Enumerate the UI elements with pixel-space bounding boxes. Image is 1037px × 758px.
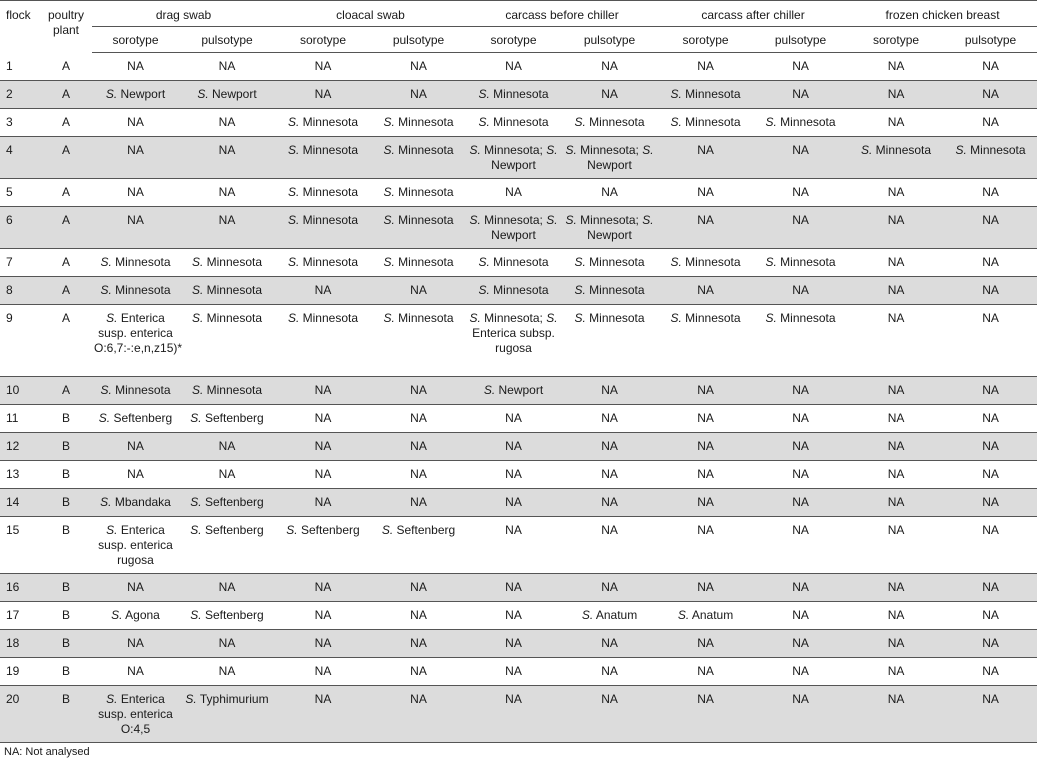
cell-result: NA bbox=[410, 580, 427, 594]
table-row bbox=[0, 277, 1037, 305]
cell-flock: 14 bbox=[6, 495, 20, 509]
footnote: NA: Not analysed bbox=[4, 746, 90, 758]
cell-result: NA bbox=[982, 439, 999, 453]
table-row bbox=[0, 433, 1037, 461]
cell-result: NA bbox=[314, 608, 332, 622]
cell-flock: 13 bbox=[6, 467, 20, 481]
cell-result: NA bbox=[792, 692, 809, 706]
cell-result: NA bbox=[505, 439, 522, 453]
cell-result: NA bbox=[410, 59, 427, 73]
cell-result: NA bbox=[982, 580, 999, 594]
cell-flock: 7 bbox=[6, 255, 13, 269]
cell-result: NA bbox=[697, 59, 714, 73]
cell-result: NA bbox=[410, 283, 427, 297]
cell-result: NA bbox=[792, 495, 809, 509]
cell-result: NA bbox=[601, 523, 618, 537]
cell-plant: A bbox=[61, 115, 70, 129]
cell-result: NA bbox=[314, 59, 332, 73]
cell-result: NA bbox=[792, 523, 809, 537]
cell-result: NA bbox=[697, 283, 714, 297]
cell-result: S. Minnesota bbox=[287, 311, 359, 325]
cell-result: S. Seftenberg bbox=[190, 523, 264, 537]
cell-result: NA bbox=[887, 580, 905, 594]
header-sub: pulsotype bbox=[371, 27, 466, 53]
cell-result: NA bbox=[982, 692, 999, 706]
cell-result: NA bbox=[697, 523, 714, 537]
cell-result: NA bbox=[697, 495, 714, 509]
cell-result: NA bbox=[982, 636, 999, 650]
cell-result: NA bbox=[982, 115, 999, 129]
cell-result: NA bbox=[505, 495, 522, 509]
table-row bbox=[0, 109, 1037, 137]
header-sub: pulsotype bbox=[944, 27, 1037, 53]
cell-result: S. Anatum bbox=[581, 608, 638, 622]
cell-result: NA bbox=[792, 580, 809, 594]
cell-result: S. Minnesota bbox=[100, 383, 171, 397]
table-row bbox=[0, 630, 1037, 658]
cell-result: NA bbox=[792, 283, 809, 297]
cell-result: S. Minnesota bbox=[765, 115, 836, 129]
table-row bbox=[0, 305, 1037, 377]
cell-result: S. Minnesota bbox=[287, 213, 359, 227]
cell-result: S. Minnesota bbox=[100, 255, 171, 269]
cell-result: NA bbox=[314, 692, 332, 706]
cell-result: NA bbox=[982, 608, 999, 622]
cell-result: NA bbox=[887, 467, 905, 481]
cell-result: NA bbox=[697, 636, 714, 650]
cell-result: NA bbox=[982, 283, 999, 297]
cell-result: NA bbox=[601, 495, 618, 509]
cell-result: NA bbox=[410, 467, 427, 481]
cell-result: NA bbox=[127, 59, 144, 73]
cell-plant: A bbox=[61, 143, 70, 157]
cell-result: NA bbox=[218, 636, 236, 650]
cell-result: NA bbox=[505, 59, 522, 73]
cell-result: S. Minnesota bbox=[287, 115, 359, 129]
cell-result: NA bbox=[982, 495, 999, 509]
header-sub: pulsotype bbox=[561, 27, 658, 53]
cell-result: S. Enterica susp. enterica O:4,5 bbox=[98, 692, 173, 736]
cell-plant: A bbox=[61, 311, 70, 325]
header-sub: sorotype bbox=[466, 27, 561, 53]
cell-result: S. Minnesota bbox=[478, 115, 549, 129]
cell-flock: 2 bbox=[6, 87, 13, 101]
cell-result: NA bbox=[887, 255, 905, 269]
cell-flock: 5 bbox=[6, 185, 13, 199]
header-group: frozen chicken breast bbox=[848, 1, 1037, 27]
header-group: carcass before chiller bbox=[466, 1, 658, 27]
cell-result: NA bbox=[697, 383, 714, 397]
cell-result: NA bbox=[792, 383, 809, 397]
cell-flock: 10 bbox=[6, 383, 20, 397]
cell-result: S. Enterica susp. enterica rugosa bbox=[98, 523, 173, 567]
cell-result: NA bbox=[697, 467, 714, 481]
cell-result: S. Minnesota bbox=[383, 213, 454, 227]
cell-result: S. Minnesota bbox=[191, 383, 263, 397]
cell-result: S. Minnesota; S. Newport bbox=[565, 143, 654, 172]
cell-plant: A bbox=[61, 185, 70, 199]
cell-result: NA bbox=[127, 143, 144, 157]
cell-result: NA bbox=[982, 87, 999, 101]
table-row bbox=[0, 377, 1037, 405]
cell-result: NA bbox=[218, 439, 236, 453]
table-header bbox=[0, 1, 1037, 53]
cell-plant: B bbox=[61, 608, 70, 622]
cell-result: NA bbox=[410, 692, 427, 706]
header-group: drag swab bbox=[92, 1, 275, 27]
cell-flock: 4 bbox=[6, 143, 13, 157]
cell-result: S. Minnesota bbox=[287, 185, 359, 199]
cell-result: NA bbox=[314, 580, 332, 594]
cell-result: NA bbox=[314, 495, 332, 509]
cell-result: NA bbox=[697, 213, 714, 227]
cell-result: NA bbox=[601, 692, 618, 706]
cell-result: NA bbox=[601, 636, 618, 650]
cell-result: NA bbox=[410, 664, 427, 678]
cell-plant: B bbox=[61, 523, 70, 537]
cell-result: NA bbox=[505, 692, 522, 706]
cell-result: S. Agona bbox=[111, 608, 160, 622]
header-group: cloacal swab bbox=[275, 1, 466, 27]
table-body bbox=[0, 53, 1037, 743]
cell-result: NA bbox=[792, 664, 809, 678]
cell-result: NA bbox=[887, 636, 905, 650]
table-row bbox=[0, 53, 1037, 81]
cell-result: NA bbox=[601, 383, 618, 397]
cell-result: NA bbox=[887, 213, 905, 227]
table-row bbox=[0, 405, 1037, 433]
header-sub: sorotype bbox=[275, 27, 371, 53]
cell-result: NA bbox=[697, 664, 714, 678]
cell-result: NA bbox=[314, 467, 332, 481]
header-plant: poultry plant bbox=[47, 8, 85, 37]
cell-result: S. Minnesota bbox=[383, 311, 454, 325]
cell-result: NA bbox=[792, 636, 809, 650]
cell-plant: B bbox=[61, 664, 70, 678]
cell-result: NA bbox=[887, 59, 905, 73]
cell-result: NA bbox=[982, 467, 999, 481]
cell-result: S. Minnesota bbox=[574, 115, 645, 129]
cell-result: S. Minnesota bbox=[670, 87, 741, 101]
cell-result: NA bbox=[410, 608, 427, 622]
cell-result: NA bbox=[127, 636, 144, 650]
cell-result: NA bbox=[127, 467, 144, 481]
cell-result: S. Minnesota bbox=[383, 185, 454, 199]
cell-result: NA bbox=[792, 467, 809, 481]
cell-result: NA bbox=[218, 143, 236, 157]
cell-result: NA bbox=[601, 467, 618, 481]
cell-result: NA bbox=[982, 59, 999, 73]
cell-result: NA bbox=[314, 636, 332, 650]
cell-result: S. Seftenberg bbox=[190, 608, 264, 622]
cell-result: S. Minnesota bbox=[670, 255, 741, 269]
cell-result: NA bbox=[792, 59, 809, 73]
cell-result: NA bbox=[792, 411, 809, 425]
cell-result: NA bbox=[601, 411, 618, 425]
cell-result: NA bbox=[887, 383, 905, 397]
table-row bbox=[0, 658, 1037, 686]
cell-result: NA bbox=[601, 439, 618, 453]
cell-result: NA bbox=[697, 411, 714, 425]
cell-result: NA bbox=[887, 608, 905, 622]
cell-plant: B bbox=[61, 495, 70, 509]
cell-result: S. Seftenberg bbox=[190, 495, 264, 509]
cell-result: NA bbox=[887, 495, 905, 509]
cell-flock: 15 bbox=[6, 523, 20, 537]
cell-result: NA bbox=[314, 439, 332, 453]
table-row bbox=[0, 574, 1037, 602]
cell-plant: A bbox=[61, 58, 70, 73]
cell-result: NA bbox=[792, 213, 809, 227]
cell-result: NA bbox=[410, 87, 427, 101]
cell-plant: B bbox=[61, 439, 70, 453]
cell-result: S. Mbandaka bbox=[100, 495, 171, 509]
cell-flock: 20 bbox=[6, 692, 20, 706]
cell-result: S. Minnesota bbox=[478, 283, 549, 297]
cell-result: S. Seftenberg bbox=[381, 523, 456, 537]
cell-result: NA bbox=[410, 636, 427, 650]
cell-flock: 1 bbox=[6, 58, 13, 73]
cell-result: NA bbox=[887, 439, 905, 453]
cell-result: S. Minnesota bbox=[574, 311, 645, 325]
cell-result: NA bbox=[887, 115, 905, 129]
cell-result: NA bbox=[314, 383, 332, 397]
header-sub: pulsotype bbox=[179, 27, 275, 53]
cell-result: S. Minnesota bbox=[383, 115, 454, 129]
table-row bbox=[0, 461, 1037, 489]
cell-result: NA bbox=[887, 664, 905, 678]
cell-result: NA bbox=[218, 115, 236, 129]
cell-flock: 16 bbox=[6, 580, 20, 594]
cell-result: S. Minnesota bbox=[191, 283, 263, 297]
cell-flock: 19 bbox=[6, 664, 20, 678]
cell-result: S. Minnesota bbox=[100, 283, 171, 297]
header-sub: sorotype bbox=[848, 27, 944, 53]
cell-result: NA bbox=[887, 311, 905, 325]
cell-plant: B bbox=[61, 411, 70, 425]
cell-result: NA bbox=[127, 580, 144, 594]
table-row bbox=[0, 207, 1037, 249]
cell-result: S. Seftenberg bbox=[190, 411, 264, 425]
cell-result: S. Minnesota bbox=[574, 255, 645, 269]
cell-result: NA bbox=[314, 283, 332, 297]
cell-result: NA bbox=[887, 283, 905, 297]
cell-result: NA bbox=[410, 411, 427, 425]
table-row bbox=[0, 517, 1037, 574]
cell-result: S. Minnesota; S. Newport bbox=[565, 213, 654, 242]
cell-result: S. Minnesota bbox=[287, 255, 359, 269]
cell-flock: 6 bbox=[6, 213, 13, 227]
cell-result: NA bbox=[505, 608, 522, 622]
cell-result: NA bbox=[410, 439, 427, 453]
cell-result: NA bbox=[697, 580, 714, 594]
cell-plant: A bbox=[61, 213, 70, 227]
cell-result: NA bbox=[982, 383, 999, 397]
cell-result: NA bbox=[410, 383, 427, 397]
cell-result: S. Minnesota bbox=[670, 311, 741, 325]
cell-result: NA bbox=[218, 185, 236, 199]
cell-result: NA bbox=[982, 213, 999, 227]
cell-result: NA bbox=[982, 311, 999, 325]
header-sub: sorotype bbox=[658, 27, 753, 53]
cell-result: NA bbox=[887, 185, 905, 199]
cell-plant: A bbox=[61, 383, 70, 397]
cell-result: S. Anatum bbox=[677, 608, 734, 622]
cell-result: NA bbox=[127, 185, 144, 199]
cell-result: NA bbox=[218, 580, 236, 594]
table-row bbox=[0, 249, 1037, 277]
cell-result: NA bbox=[601, 664, 618, 678]
cell-plant: B bbox=[61, 467, 70, 481]
cell-result: S. Newport bbox=[483, 383, 544, 397]
header-sub: sorotype bbox=[92, 27, 179, 53]
cell-result: NA bbox=[218, 664, 236, 678]
cell-result: NA bbox=[792, 143, 809, 157]
cell-result: NA bbox=[218, 213, 236, 227]
cell-result: NA bbox=[982, 523, 999, 537]
cell-result: S. Minnesota bbox=[191, 311, 263, 325]
cell-flock: 11 bbox=[6, 411, 19, 425]
cell-result: NA bbox=[218, 467, 236, 481]
cell-flock: 8 bbox=[6, 283, 13, 297]
cell-plant: A bbox=[61, 283, 70, 297]
cell-result: S. Newport bbox=[197, 87, 257, 101]
cell-plant: A bbox=[61, 255, 70, 269]
cell-result: NA bbox=[887, 87, 905, 101]
cell-result: NA bbox=[982, 185, 999, 199]
cell-result: S. Minnesota bbox=[670, 115, 741, 129]
cell-result: NA bbox=[792, 608, 809, 622]
cell-result: S. Minnesota bbox=[287, 143, 359, 157]
cell-result: S. Minnesota bbox=[765, 255, 836, 269]
cell-result: NA bbox=[887, 692, 905, 706]
cell-result: NA bbox=[697, 185, 714, 199]
header-group: carcass after chiller bbox=[658, 1, 848, 27]
cell-result: S. Minnesota; S. Newport bbox=[469, 213, 558, 242]
cell-result: S. Minnesota bbox=[383, 255, 454, 269]
cell-result: S. Minnesota bbox=[765, 311, 836, 325]
cell-flock: 18 bbox=[6, 636, 20, 650]
cell-result: NA bbox=[887, 411, 905, 425]
cell-result: NA bbox=[410, 495, 427, 509]
cell-result: NA bbox=[601, 185, 618, 199]
cell-result: S. Seftenberg bbox=[98, 411, 173, 425]
cell-result: S. Seftenberg bbox=[286, 523, 360, 537]
table-row bbox=[0, 602, 1037, 630]
table-row bbox=[0, 489, 1037, 517]
cell-result: S. Minnesota bbox=[478, 255, 549, 269]
cell-flock: 17 bbox=[6, 608, 20, 622]
table-row bbox=[0, 137, 1037, 179]
cell-result: NA bbox=[505, 467, 522, 481]
cell-result: NA bbox=[601, 87, 618, 101]
cell-result: S. Minnesota bbox=[478, 87, 549, 101]
cell-flock: 9 bbox=[6, 311, 13, 325]
cell-result: NA bbox=[792, 185, 809, 199]
cell-result: NA bbox=[127, 439, 144, 453]
cell-result: NA bbox=[314, 87, 332, 101]
cell-result: S. Minnesota bbox=[861, 143, 932, 157]
table-row bbox=[0, 81, 1037, 109]
cell-result: NA bbox=[697, 692, 714, 706]
cell-result: NA bbox=[127, 115, 144, 129]
cell-result: NA bbox=[505, 664, 522, 678]
cell-result: S. Minnesota; S. Newport bbox=[469, 143, 558, 172]
cell-result: NA bbox=[982, 411, 999, 425]
cell-result: NA bbox=[218, 59, 236, 73]
cell-result: S. Typhimurium bbox=[185, 692, 269, 706]
cell-result: S. Minnesota bbox=[191, 255, 263, 269]
cell-result: NA bbox=[601, 59, 618, 73]
cell-result: NA bbox=[505, 636, 522, 650]
cell-result: NA bbox=[982, 664, 999, 678]
cell-result: NA bbox=[697, 143, 714, 157]
cell-plant: B bbox=[61, 692, 70, 706]
cell-result: NA bbox=[505, 580, 522, 594]
cell-flock: 3 bbox=[6, 115, 13, 129]
cell-result: NA bbox=[314, 664, 332, 678]
cell-result: NA bbox=[982, 255, 999, 269]
cell-result: NA bbox=[887, 523, 905, 537]
cell-result: NA bbox=[127, 213, 144, 227]
cell-result: NA bbox=[505, 185, 522, 199]
cell-result: NA bbox=[792, 439, 809, 453]
cell-plant: A bbox=[61, 87, 70, 101]
cell-flock: 12 bbox=[6, 439, 20, 453]
cell-result: NA bbox=[697, 439, 714, 453]
cell-plant: B bbox=[61, 636, 70, 650]
table-row bbox=[0, 179, 1037, 207]
header-sub: pulsotype bbox=[753, 27, 848, 53]
cell-result: NA bbox=[127, 664, 144, 678]
cell-result: NA bbox=[792, 87, 809, 101]
cell-result: NA bbox=[314, 411, 332, 425]
cell-result: S. Minnesota bbox=[383, 143, 454, 157]
cell-result: S. Newport bbox=[105, 87, 166, 101]
header-flock: flock bbox=[6, 8, 31, 22]
cell-result: S. Enterica susp. enterica O:6,7:-:e,n,z15)* bbox=[94, 311, 183, 355]
cell-plant: B bbox=[61, 580, 70, 594]
cell-result: NA bbox=[505, 523, 522, 537]
cell-result: NA bbox=[505, 411, 522, 425]
cell-result: S. Minnesota bbox=[955, 143, 1026, 157]
cell-result: S. Minnesota bbox=[574, 283, 645, 297]
cell-result: NA bbox=[601, 580, 618, 594]
cell-result: S. Minnesota; S. Enterica subsp. rugosa bbox=[469, 311, 558, 355]
